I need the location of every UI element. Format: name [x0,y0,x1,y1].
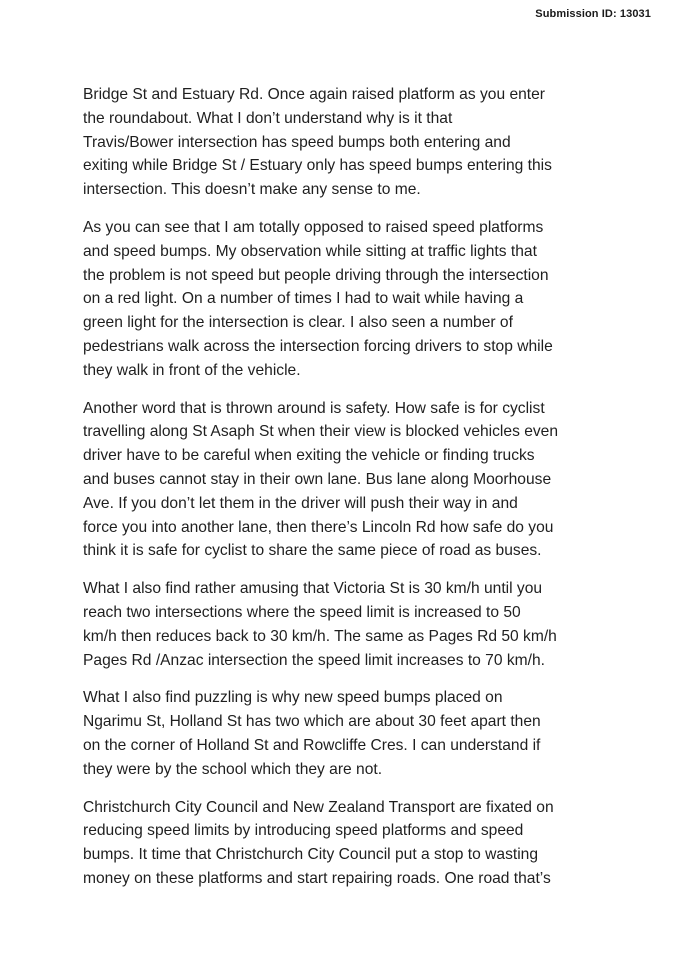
text-line: Pages Rd /Anzac intersection the speed limit increases to 70 km/h. [83,651,545,669]
text-line: they were by the school which they are not. [83,760,383,778]
text-line: reach two intersections where the speed limit is increased to 50 [83,603,521,621]
paragraph [83,397,603,564]
text-line: As you can see that I am totally opposed to raised speed platforms [83,218,544,236]
text-line: on the corner of Holland St and Rowcliffe Cres. I can understand if [83,736,541,754]
paragraph [83,796,603,891]
text-line: Bridge St and Estuary Rd. Once again raised platform as you enter [83,86,545,103]
text-line: pedestrians walk across the intersection forcing drivers to stop while [83,337,553,355]
text-line: What I also find puzzling is why new speed bumps placed on [83,689,503,707]
text-line: Christchurch City Council and New Zealand Transport are fixated on [83,798,554,816]
text-line: Another word that is thrown around is safety. How safe is for cyclist [83,399,545,417]
text-line: reducing speed limits by introducing speed platforms and speed [83,822,524,840]
text-line: Travis/Bower intersection has speed bumps both entering and [83,133,511,151]
paragraph [83,686,603,781]
text-line: Ngarimu St, Holland St has two which are about 30 feet apart then [83,713,541,731]
paragraph [83,577,603,672]
text-line: think it is safe for cyclist to share the same piece of road as buses. [83,542,542,560]
text-line: the problem is not speed but people driving through the intersection [83,266,549,284]
text-line: money on these platforms and start repairing roads. One road that’s [83,869,551,887]
text-line: driver have to be careful when exiting the vehicle or finding trucks [83,447,535,465]
document-body [83,83,603,905]
text-line: force you into another lane, then there’s Lincoln Rd how safe do you [83,518,554,536]
paragraph [83,216,603,383]
text-line: they walk in front of the vehicle. [83,361,301,379]
text-line: green light for the intersection is clear. I also seen a number of [83,314,513,332]
text-line: and buses cannot stay in their own lane. Bus lane along Moorhouse [83,470,552,488]
text-line: exiting while Bridge St / Estuary only has speed bumps entering this [83,157,552,175]
text-line: on a red light. On a number of times I had to wait while having a [83,290,524,308]
submission-id: Submission ID: 13031 [535,8,651,20]
text-line: km/h then reduces back to 30 km/h. The same as Pages Rd 50 km/h [83,627,557,645]
text-line: Ave. If you don’t let them in the driver will push their way in and [83,494,518,512]
paragraph [83,83,603,202]
text-line: travelling along St Asaph St when their view is blocked vehicles even [83,423,559,441]
text-line: What I also find rather amusing that Victoria St is 30 km/h until you [83,580,543,598]
text-line: bumps. It time that Christchurch City Council put a stop to wasting [83,846,539,864]
text-line: intersection. This doesn’t make any sense to me. [83,181,421,199]
text-line: and speed bumps. My observation while sitting at traffic lights that [83,242,537,260]
text-line: the roundabout. What I don’t understand why is it that [83,109,453,127]
